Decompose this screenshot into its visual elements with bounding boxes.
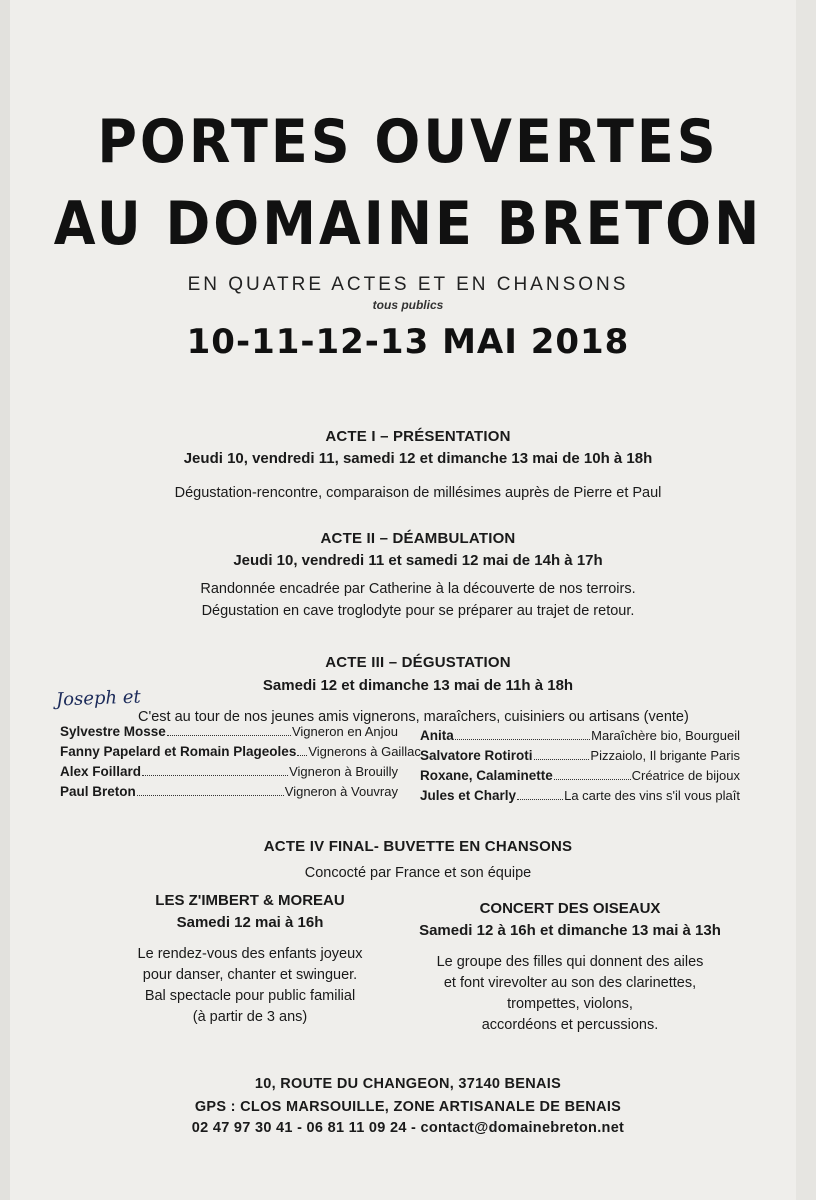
vendor-name: Alex Foillard <box>60 764 142 779</box>
vendor-row <box>60 764 398 784</box>
vendor-list-left <box>60 724 421 804</box>
show-description <box>400 952 740 1036</box>
show-description-line: et font virevolter au son des clarinettes, <box>443 975 697 991</box>
show-description-line: trompettes, violons, <box>507 996 633 1012</box>
act-2-title: ACTE II – DÉAMBULATION <box>320 530 516 547</box>
vendor-row <box>420 728 740 748</box>
act-4-subtitle: Concocté par France et son équipe <box>304 865 532 881</box>
dotted-leader <box>517 789 563 800</box>
vendor-role: Vigneron en Anjou <box>291 724 398 739</box>
vendor-role: Créatrice de bijoux <box>631 768 740 783</box>
dotted-leader <box>142 765 288 776</box>
footer-contact: 02 47 97 30 41 - 06 81 11 09 24 - contact@domainebreton.net <box>191 1120 625 1136</box>
show-description-line: Le rendez-vous des enfants joyeux <box>137 946 363 962</box>
vendor-name: Jules et Charly <box>420 788 517 803</box>
show-schedule: Samedi 12 à 16h et dimanche 13 mai à 13h <box>419 922 721 939</box>
vendor-role: Vignerons à Gaillac <box>308 744 421 759</box>
act-2-description-line: Randonnée encadrée par Catherine à la découverte de nos terroirs. <box>200 581 636 597</box>
dotted-leader <box>297 745 307 756</box>
vendor-row <box>60 744 421 764</box>
vendor-name: Roxane, Calaminette <box>420 768 553 783</box>
title-line-2: AU DOMAINE BRETON <box>53 188 763 259</box>
act-1-schedule: Jeudi 10, vendredi 11, samedi 12 et dimanche 13 mai de 10h à 18h <box>183 450 653 467</box>
dotted-leader <box>167 725 291 736</box>
vendor-name: Salvatore Rotiroti <box>420 748 533 763</box>
vendor-role: Maraîchère bio, Bourgueil <box>591 728 740 743</box>
act-4-title: ACTE IV FINAL- BUVETTE EN CHANSONS <box>263 838 573 855</box>
act-3-title: ACTE III – DÉGUSTATION <box>325 654 511 671</box>
event-dates: 10-11-12-13 MAI 2018 <box>186 322 630 362</box>
show-zimbert-moreau <box>110 892 390 1028</box>
dotted-leader <box>534 749 590 760</box>
title-line-1: PORTES OUVERTES <box>97 106 719 177</box>
show-description-line: Le groupe des filles qui donnent des ailes <box>436 954 704 970</box>
audience-note: tous publics <box>372 298 444 312</box>
vendor-row <box>420 788 740 808</box>
show-title: LES Z'IMBERT & MOREAU <box>155 892 345 909</box>
handwritten-note: Joseph et <box>55 686 142 711</box>
vendor-name: Fanny Papelard et Romain Plageoles <box>60 744 297 759</box>
vendor-role: Vigneron à Brouilly <box>289 764 398 779</box>
vendor-row <box>420 768 740 788</box>
show-concert-des-oiseaux <box>400 900 740 1036</box>
vendor-role: Pizzaiolo, Il brigante Paris <box>590 748 740 763</box>
show-schedule: Samedi 12 mai à 16h <box>176 914 324 931</box>
vendor-row <box>420 748 740 768</box>
act-1-title: ACTE I – PRÉSENTATION <box>325 428 511 445</box>
vendor-name: Paul Breton <box>60 784 136 799</box>
show-description-line: Bal spectacle pour public familial <box>144 988 356 1004</box>
show-description <box>110 944 390 1028</box>
vendor-name: Anita <box>420 728 454 743</box>
show-title: CONCERT DES OISEAUX <box>479 900 661 917</box>
show-description-line: accordéons et percussions. <box>481 1017 659 1033</box>
vendor-row <box>60 724 398 744</box>
act-3-description: C'est au tour de nos jeunes amis vignerons, maraîchers, cuisiniers ou artisans (vente) <box>138 709 689 725</box>
vendor-role: Vigneron à Vouvray <box>284 784 398 799</box>
show-description-line: pour danser, chanter et swinguer. <box>142 967 358 983</box>
dotted-leader <box>137 785 284 796</box>
act-2-description <box>0 578 816 622</box>
act-2-description-line: Dégustation en cave troglodyte pour se préparer au trajet de retour. <box>201 603 635 619</box>
act-2-schedule: Jeudi 10, vendredi 11 et samedi 12 mai de 14h à 17h <box>233 552 603 569</box>
subtitle: EN QUATRE ACTES ET EN CHANSONS <box>187 274 629 295</box>
dotted-leader <box>455 729 590 740</box>
vendor-row <box>60 784 398 804</box>
vendor-name: Sylvestre Mosse <box>60 724 166 739</box>
footer-gps: GPS : CLOS MARSOUILLE, ZONE ARTISANALE DE BENAIS <box>194 1099 622 1115</box>
vendor-role: La carte des vins s'il vous plaît <box>564 788 740 803</box>
act-3-schedule: Samedi 12 et dimanche 13 mai de 11h à 18h <box>262 677 574 694</box>
act-1-description: Dégustation-rencontre, comparaison de millésimes auprès de Pierre et Paul <box>174 485 662 501</box>
vendor-list-right <box>420 728 740 808</box>
footer-address: 10, ROUTE DU CHANGEON, 37140 BENAIS <box>254 1076 562 1092</box>
show-description-line: (à partir de 3 ans) <box>192 1009 308 1025</box>
dotted-leader <box>554 769 631 780</box>
